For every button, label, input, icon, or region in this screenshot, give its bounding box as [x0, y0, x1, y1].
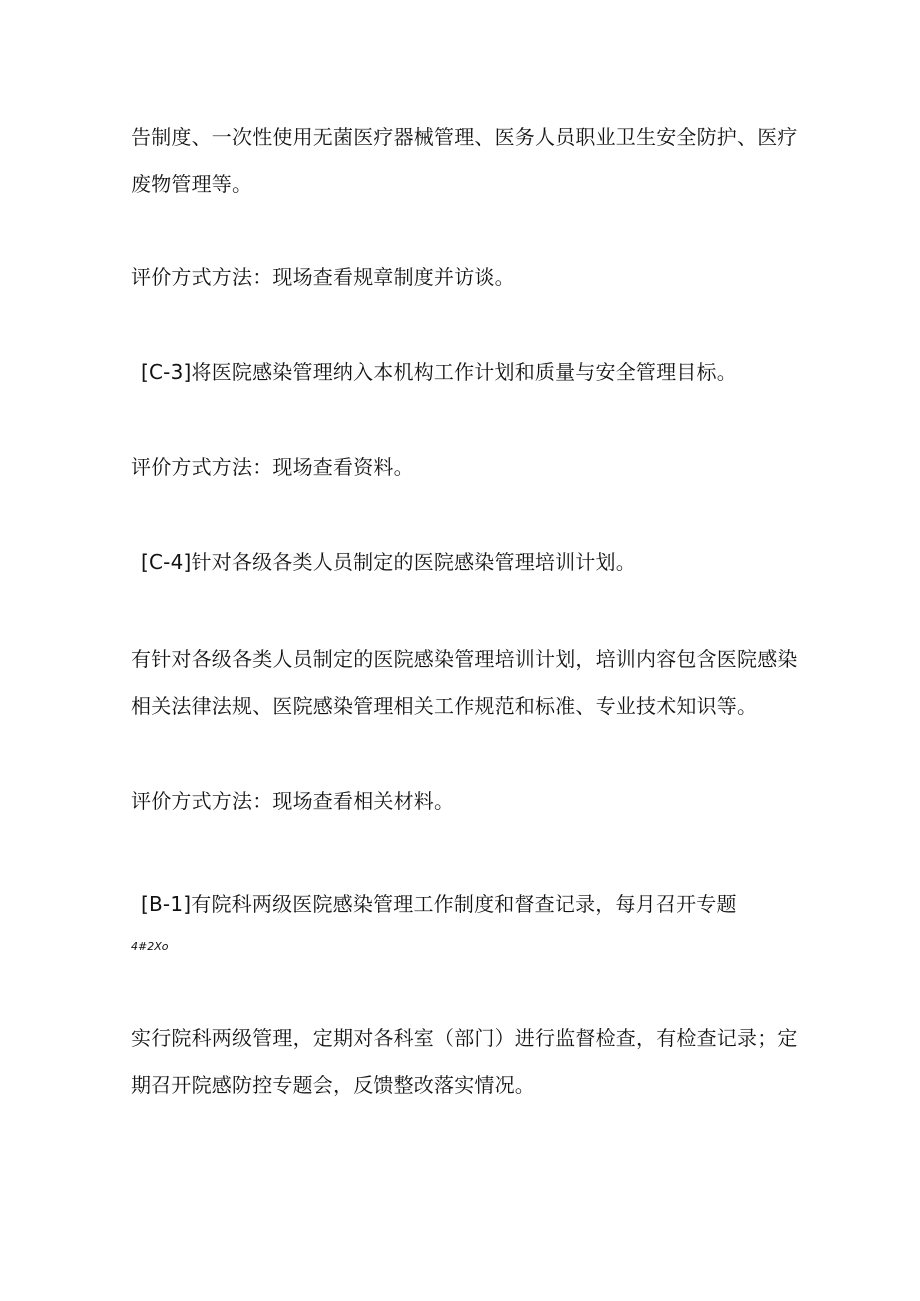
evaluation-method-line: 评价方式方法：现场查看相关材料。 — [131, 789, 455, 813]
item-heading-c4: [C-4]针对各级各类人员制定的医院感染管理培训计划。 — [141, 550, 636, 574]
garbled-text: 4#2Xo — [131, 940, 169, 953]
evaluation-method-line: 评价方式方法：现场查看资料。 — [131, 455, 414, 479]
paragraph-line: 相关法律法规、医院感染管理相关工作规范和标准、专业技术知识等。 — [131, 694, 758, 718]
paragraph-line: 告制度、一次性使用无菌医疗器械管理、医务人员职业卫生安全防护、医疗 — [131, 125, 798, 149]
paragraph-line: 废物管理等。 — [131, 172, 253, 196]
paragraph-line: 期召开院感防控专题会，反馈整改落实情况。 — [131, 1073, 535, 1097]
paragraph-line: 有针对各级各类人员制定的医院感染管理培训计划，培训内容包含医院感染 — [131, 647, 798, 671]
item-heading-c3: [C-3]将医院感染管理纳入本机构工作计划和质量与安全管理目标。 — [141, 360, 737, 384]
paragraph-line: 实行院科两级管理，定期对各科室（部门）进行监督检查，有检查记录；定 — [131, 1026, 798, 1050]
evaluation-method-line: 评价方式方法：现场查看规章制度并访谈。 — [131, 265, 515, 289]
item-heading-b1: [B-1]有院科两级医院感染管理工作制度和督查记录，每月召开专题 — [141, 892, 737, 916]
